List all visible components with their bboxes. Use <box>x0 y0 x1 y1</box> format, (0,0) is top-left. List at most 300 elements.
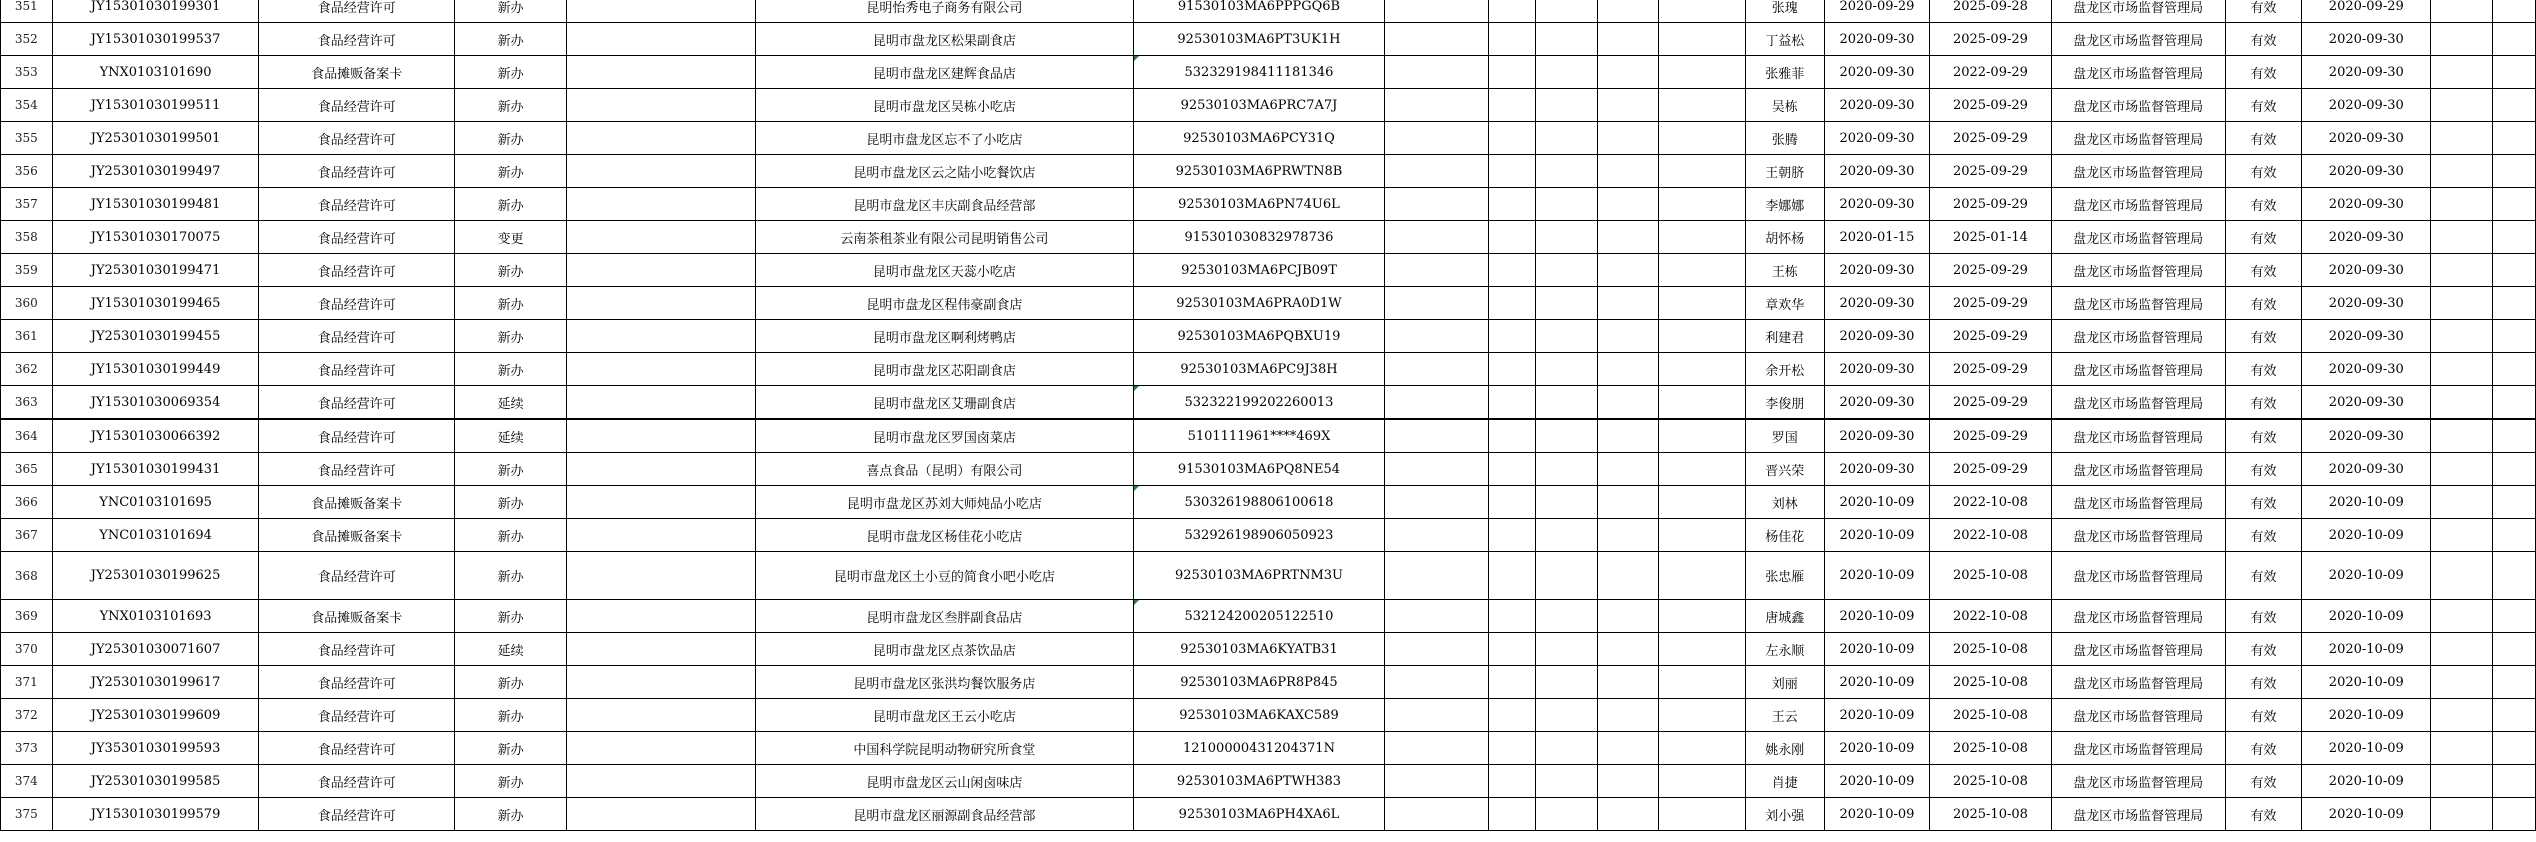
cell-empty[interactable] <box>1597 798 1659 831</box>
cell-expire-date[interactable]: 2025-10-08 <box>1930 699 2051 732</box>
cell-empty[interactable] <box>1488 23 1535 56</box>
cell-legal-person[interactable]: 姚永刚 <box>1745 732 1824 765</box>
cell-empty[interactable] <box>567 155 756 188</box>
cell-action[interactable]: 新办 <box>454 23 566 56</box>
cell-empty[interactable] <box>567 765 756 798</box>
cell-empty[interactable] <box>1535 56 1597 89</box>
cell-status[interactable]: 有效 <box>2225 633 2301 666</box>
cell-index[interactable]: 370 <box>1 633 53 666</box>
cell-index[interactable]: 351 <box>1 0 53 23</box>
cell-empty[interactable] <box>1535 122 1597 155</box>
cell-empty[interactable] <box>1535 798 1597 831</box>
cell-index[interactable]: 355 <box>1 122 53 155</box>
cell-empty[interactable] <box>2493 287 2536 320</box>
cell-empty[interactable] <box>1385 386 1488 420</box>
cell-empty[interactable] <box>1659 155 1746 188</box>
cell-status[interactable]: 有效 <box>2225 519 2301 552</box>
cell-empty[interactable] <box>1385 89 1488 122</box>
cell-action[interactable]: 新办 <box>454 254 566 287</box>
cell-action[interactable]: 新办 <box>454 453 566 486</box>
cell-business-name[interactable]: 昆明市盘龙区忘不了小吃店 <box>756 122 1134 155</box>
cell-empty[interactable] <box>1535 419 1597 453</box>
cell-empty[interactable] <box>2431 221 2493 254</box>
cell-empty[interactable] <box>1535 519 1597 552</box>
cell-empty[interactable] <box>1385 0 1488 23</box>
cell-legal-person[interactable]: 张忠雁 <box>1745 552 1824 600</box>
cell-credit-code[interactable]: 530326198806100618 <box>1133 486 1385 519</box>
cell-empty[interactable] <box>1385 188 1488 221</box>
cell-legal-person[interactable]: 章欢华 <box>1745 287 1824 320</box>
cell-publish-date[interactable]: 2020-10-09 <box>2302 486 2431 519</box>
cell-empty[interactable] <box>1535 552 1597 600</box>
cell-issue-date[interactable]: 2020-09-29 <box>1824 0 1930 23</box>
cell-business-name[interactable]: 昆明市盘龙区啊利烤鸭店 <box>756 320 1134 353</box>
cell-empty[interactable] <box>567 89 756 122</box>
cell-authority[interactable]: 盘龙区市场监督管理局 <box>2051 519 2225 552</box>
cell-publish-date[interactable]: 2020-10-09 <box>2302 600 2431 633</box>
cell-authority[interactable]: 盘龙区市场监督管理局 <box>2051 56 2225 89</box>
cell-authority[interactable]: 盘龙区市场监督管理局 <box>2051 419 2225 453</box>
cell-license-number[interactable]: JY25301030199585 <box>52 765 259 798</box>
cell-credit-code[interactable]: 92530103MA6PRC7A7J <box>1133 89 1385 122</box>
cell-authority[interactable]: 盘龙区市场监督管理局 <box>2051 765 2225 798</box>
cell-empty[interactable] <box>1385 122 1488 155</box>
cell-action[interactable]: 新办 <box>454 552 566 600</box>
cell-empty[interactable] <box>1597 453 1659 486</box>
cell-legal-person[interactable]: 丁益松 <box>1745 23 1824 56</box>
cell-legal-person[interactable]: 唐城鑫 <box>1745 600 1824 633</box>
cell-license-number[interactable]: JY15301030199431 <box>52 453 259 486</box>
cell-empty[interactable] <box>1659 666 1746 699</box>
cell-credit-code[interactable]: 92530103MA6PTWH383 <box>1133 765 1385 798</box>
cell-empty[interactable] <box>1535 486 1597 519</box>
cell-license-type[interactable]: 食品经营许可 <box>259 453 455 486</box>
cell-license-type[interactable]: 食品经营许可 <box>259 89 455 122</box>
cell-business-name[interactable]: 昆明市盘龙区苏刘大师炖品小吃店 <box>756 486 1134 519</box>
cell-empty[interactable] <box>2493 765 2536 798</box>
cell-publish-date[interactable]: 2020-10-09 <box>2302 552 2431 600</box>
cell-legal-person[interactable]: 刘林 <box>1745 486 1824 519</box>
cell-publish-date[interactable]: 2020-09-30 <box>2302 188 2431 221</box>
cell-license-number[interactable]: YNX0103101690 <box>52 56 259 89</box>
cell-issue-date[interactable]: 2020-10-09 <box>1824 552 1930 600</box>
cell-publish-date[interactable]: 2020-09-30 <box>2302 56 2431 89</box>
cell-empty[interactable] <box>1385 666 1488 699</box>
cell-license-type[interactable]: 食品经营许可 <box>259 798 455 831</box>
cell-empty[interactable] <box>567 386 756 420</box>
cell-empty[interactable] <box>1535 221 1597 254</box>
cell-status[interactable]: 有效 <box>2225 600 2301 633</box>
cell-empty[interactable] <box>1597 519 1659 552</box>
cell-empty[interactable] <box>2431 699 2493 732</box>
cell-legal-person[interactable]: 张腾 <box>1745 122 1824 155</box>
cell-empty[interactable] <box>1535 254 1597 287</box>
cell-authority[interactable]: 盘龙区市场监督管理局 <box>2051 89 2225 122</box>
cell-empty[interactable] <box>1659 0 1746 23</box>
cell-legal-person[interactable]: 王朝脐 <box>1745 155 1824 188</box>
cell-empty[interactable] <box>1535 320 1597 353</box>
cell-status[interactable]: 有效 <box>2225 419 2301 453</box>
cell-publish-date[interactable]: 2020-10-09 <box>2302 798 2431 831</box>
cell-empty[interactable] <box>1535 353 1597 386</box>
cell-credit-code[interactable]: 92530103MA6PN74U6L <box>1133 188 1385 221</box>
cell-issue-date[interactable]: 2020-09-30 <box>1824 320 1930 353</box>
cell-license-number[interactable]: YNC0103101694 <box>52 519 259 552</box>
cell-empty[interactable] <box>2493 519 2536 552</box>
cell-empty[interactable] <box>567 56 756 89</box>
cell-empty[interactable] <box>1488 453 1535 486</box>
cell-business-name[interactable]: 昆明市盘龙区天蕊小吃店 <box>756 254 1134 287</box>
cell-empty[interactable] <box>1659 453 1746 486</box>
cell-empty[interactable] <box>1659 552 1746 600</box>
cell-legal-person[interactable]: 左永顺 <box>1745 633 1824 666</box>
cell-status[interactable]: 有效 <box>2225 287 2301 320</box>
cell-empty[interactable] <box>1385 56 1488 89</box>
cell-license-type[interactable]: 食品经营许可 <box>259 386 455 420</box>
cell-empty[interactable] <box>2431 188 2493 221</box>
cell-status[interactable]: 有效 <box>2225 353 2301 386</box>
cell-legal-person[interactable]: 刘丽 <box>1745 666 1824 699</box>
cell-empty[interactable] <box>1597 287 1659 320</box>
cell-empty[interactable] <box>1488 122 1535 155</box>
cell-empty[interactable] <box>2493 486 2536 519</box>
cell-action[interactable]: 新办 <box>454 486 566 519</box>
cell-status[interactable]: 有效 <box>2225 221 2301 254</box>
cell-credit-code[interactable]: 92530103MA6PCJB09T <box>1133 254 1385 287</box>
cell-empty[interactable] <box>1659 254 1746 287</box>
cell-empty[interactable] <box>1535 386 1597 420</box>
cell-empty[interactable] <box>1385 419 1488 453</box>
cell-authority[interactable]: 盘龙区市场监督管理局 <box>2051 320 2225 353</box>
cell-publish-date[interactable]: 2020-09-30 <box>2302 353 2431 386</box>
cell-empty[interactable] <box>1659 732 1746 765</box>
cell-empty[interactable] <box>1488 89 1535 122</box>
cell-authority[interactable]: 盘龙区市场监督管理局 <box>2051 552 2225 600</box>
cell-authority[interactable]: 盘龙区市场监督管理局 <box>2051 453 2225 486</box>
cell-empty[interactable] <box>2493 453 2536 486</box>
cell-business-name[interactable]: 昆明市盘龙区吴栋小吃店 <box>756 89 1134 122</box>
cell-expire-date[interactable]: 2022-09-29 <box>1930 56 2051 89</box>
cell-legal-person[interactable]: 利建君 <box>1745 320 1824 353</box>
cell-license-type[interactable]: 食品经营许可 <box>259 23 455 56</box>
cell-status[interactable]: 有效 <box>2225 453 2301 486</box>
cell-credit-code[interactable]: 92530103MA6PR8P845 <box>1133 666 1385 699</box>
cell-empty[interactable] <box>1535 155 1597 188</box>
cell-expire-date[interactable]: 2025-09-29 <box>1930 386 2051 420</box>
cell-license-type[interactable]: 食品摊贩备案卡 <box>259 486 455 519</box>
cell-license-number[interactable]: JY15301030199481 <box>52 188 259 221</box>
cell-license-number[interactable]: JY15301030199537 <box>52 23 259 56</box>
cell-empty[interactable] <box>2431 765 2493 798</box>
cell-empty[interactable] <box>1535 666 1597 699</box>
cell-empty[interactable] <box>2493 353 2536 386</box>
cell-issue-date[interactable]: 2020-09-30 <box>1824 353 1930 386</box>
cell-credit-code[interactable]: 92530103MA6PRWTN8B <box>1133 155 1385 188</box>
cell-expire-date[interactable]: 2022-10-08 <box>1930 519 2051 552</box>
cell-empty[interactable] <box>1659 633 1746 666</box>
cell-empty[interactable] <box>567 188 756 221</box>
cell-empty[interactable] <box>1535 765 1597 798</box>
cell-status[interactable]: 有效 <box>2225 155 2301 188</box>
cell-expire-date[interactable]: 2025-09-29 <box>1930 320 2051 353</box>
cell-empty[interactable] <box>1597 600 1659 633</box>
cell-empty[interactable] <box>1385 23 1488 56</box>
cell-expire-date[interactable]: 2025-09-29 <box>1930 122 2051 155</box>
cell-issue-date[interactable]: 2020-09-30 <box>1824 89 1930 122</box>
cell-license-number[interactable]: JY35301030199593 <box>52 732 259 765</box>
cell-action[interactable]: 新办 <box>454 320 566 353</box>
cell-empty[interactable] <box>1385 486 1488 519</box>
cell-business-name[interactable]: 昆明市盘龙区张洪均餐饮服务店 <box>756 666 1134 699</box>
cell-publish-date[interactable]: 2020-09-30 <box>2302 254 2431 287</box>
cell-empty[interactable] <box>1488 765 1535 798</box>
cell-empty[interactable] <box>2431 419 2493 453</box>
cell-issue-date[interactable]: 2020-10-09 <box>1824 699 1930 732</box>
cell-license-type[interactable]: 食品经营许可 <box>259 732 455 765</box>
cell-status[interactable]: 有效 <box>2225 89 2301 122</box>
cell-empty[interactable] <box>2493 89 2536 122</box>
cell-expire-date[interactable]: 2025-01-14 <box>1930 221 2051 254</box>
cell-business-name[interactable]: 昆明市盘龙区叁胖副食品店 <box>756 600 1134 633</box>
cell-empty[interactable] <box>2493 254 2536 287</box>
cell-action[interactable]: 延续 <box>454 386 566 420</box>
cell-legal-person[interactable]: 胡怀杨 <box>1745 221 1824 254</box>
cell-status[interactable]: 有效 <box>2225 732 2301 765</box>
cell-index[interactable]: 356 <box>1 155 53 188</box>
cell-credit-code[interactable]: 91530103MA6PQ8NE54 <box>1133 453 1385 486</box>
cell-publish-date[interactable]: 2020-09-30 <box>2302 122 2431 155</box>
cell-publish-date[interactable]: 2020-09-30 <box>2302 221 2431 254</box>
cell-action[interactable]: 新办 <box>454 732 566 765</box>
cell-empty[interactable] <box>1597 188 1659 221</box>
cell-license-number[interactable]: JY25301030199625 <box>52 552 259 600</box>
cell-issue-date[interactable]: 2020-10-09 <box>1824 486 1930 519</box>
cell-credit-code[interactable]: 92530103MA6PT3UK1H <box>1133 23 1385 56</box>
cell-empty[interactable] <box>567 732 756 765</box>
cell-index[interactable]: 362 <box>1 353 53 386</box>
cell-empty[interactable] <box>1659 287 1746 320</box>
cell-issue-date[interactable]: 2020-10-09 <box>1824 633 1930 666</box>
cell-index[interactable]: 372 <box>1 699 53 732</box>
cell-index[interactable]: 367 <box>1 519 53 552</box>
cell-empty[interactable] <box>2431 23 2493 56</box>
cell-issue-date[interactable]: 2020-09-30 <box>1824 122 1930 155</box>
cell-index[interactable]: 359 <box>1 254 53 287</box>
cell-business-name[interactable]: 昆明市盘龙区杨佳花小吃店 <box>756 519 1134 552</box>
cell-empty[interactable] <box>2431 386 2493 420</box>
cell-credit-code[interactable]: 92530103MA6PRTNM3U <box>1133 552 1385 600</box>
cell-expire-date[interactable]: 2025-10-08 <box>1930 552 2051 600</box>
cell-empty[interactable] <box>1385 765 1488 798</box>
cell-business-name[interactable]: 昆明市盘龙区点茶饮品店 <box>756 633 1134 666</box>
cell-empty[interactable] <box>2493 699 2536 732</box>
cell-empty[interactable] <box>1597 699 1659 732</box>
cell-empty[interactable] <box>567 254 756 287</box>
cell-credit-code[interactable]: 92530103MA6PRA0D1W <box>1133 287 1385 320</box>
cell-empty[interactable] <box>2493 188 2536 221</box>
cell-empty[interactable] <box>2431 89 2493 122</box>
cell-empty[interactable] <box>2431 519 2493 552</box>
cell-action[interactable]: 新办 <box>454 287 566 320</box>
cell-empty[interactable] <box>1597 386 1659 420</box>
cell-empty[interactable] <box>567 353 756 386</box>
cell-authority[interactable]: 盘龙区市场监督管理局 <box>2051 254 2225 287</box>
cell-empty[interactable] <box>1535 89 1597 122</box>
cell-empty[interactable] <box>1535 699 1597 732</box>
cell-issue-date[interactable]: 2020-10-09 <box>1824 798 1930 831</box>
cell-status[interactable]: 有效 <box>2225 552 2301 600</box>
cell-empty[interactable] <box>2493 552 2536 600</box>
cell-license-number[interactable]: JY25301030199501 <box>52 122 259 155</box>
cell-license-number[interactable]: JY15301030199511 <box>52 89 259 122</box>
cell-empty[interactable] <box>1597 0 1659 23</box>
cell-business-name[interactable]: 昆明市盘龙区罗国卤菜店 <box>756 419 1134 453</box>
cell-empty[interactable] <box>1659 386 1746 420</box>
cell-credit-code[interactable]: 92530103MA6PH4XA6L <box>1133 798 1385 831</box>
cell-authority[interactable]: 盘龙区市场监督管理局 <box>2051 732 2225 765</box>
cell-business-name[interactable]: 昆明市盘龙区云山闲卤味店 <box>756 765 1134 798</box>
cell-empty[interactable] <box>1488 552 1535 600</box>
cell-action[interactable]: 新办 <box>454 56 566 89</box>
cell-index[interactable]: 360 <box>1 287 53 320</box>
cell-license-type[interactable]: 食品摊贩备案卡 <box>259 519 455 552</box>
cell-business-name[interactable]: 昆明怡秀电子商务有限公司 <box>756 0 1134 23</box>
cell-index[interactable]: 375 <box>1 798 53 831</box>
cell-empty[interactable] <box>1535 600 1597 633</box>
cell-empty[interactable] <box>2431 552 2493 600</box>
cell-authority[interactable]: 盘龙区市场监督管理局 <box>2051 699 2225 732</box>
cell-empty[interactable] <box>1659 765 1746 798</box>
cell-action[interactable]: 新办 <box>454 0 566 23</box>
cell-empty[interactable] <box>2431 486 2493 519</box>
cell-empty[interactable] <box>1659 188 1746 221</box>
cell-empty[interactable] <box>1385 320 1488 353</box>
cell-legal-person[interactable]: 晋兴荣 <box>1745 453 1824 486</box>
cell-license-number[interactable]: JY15301030199579 <box>52 798 259 831</box>
cell-license-number[interactable]: YNC0103101695 <box>52 486 259 519</box>
cell-license-number[interactable]: JY15301030069354 <box>52 386 259 420</box>
cell-empty[interactable] <box>2493 419 2536 453</box>
cell-expire-date[interactable]: 2025-09-29 <box>1930 89 2051 122</box>
cell-license-type[interactable]: 食品经营许可 <box>259 122 455 155</box>
cell-credit-code[interactable]: 532322199202260013 <box>1133 386 1385 420</box>
cell-empty[interactable] <box>1488 633 1535 666</box>
cell-business-name[interactable]: 昆明市盘龙区丰庆副食品经营部 <box>756 188 1134 221</box>
cell-issue-date[interactable]: 2020-09-30 <box>1824 188 1930 221</box>
cell-expire-date[interactable]: 2025-09-29 <box>1930 353 2051 386</box>
cell-legal-person[interactable]: 吴栋 <box>1745 89 1824 122</box>
cell-issue-date[interactable]: 2020-10-09 <box>1824 732 1930 765</box>
cell-publish-date[interactable]: 2020-09-30 <box>2302 89 2431 122</box>
cell-index[interactable]: 361 <box>1 320 53 353</box>
cell-empty[interactable] <box>2431 122 2493 155</box>
cell-authority[interactable]: 盘龙区市场监督管理局 <box>2051 486 2225 519</box>
cell-action[interactable]: 变更 <box>454 221 566 254</box>
cell-status[interactable]: 有效 <box>2225 666 2301 699</box>
cell-empty[interactable] <box>1385 732 1488 765</box>
cell-license-number[interactable]: JY15301030199301 <box>52 0 259 23</box>
cell-index[interactable]: 371 <box>1 666 53 699</box>
cell-empty[interactable] <box>567 552 756 600</box>
cell-credit-code[interactable]: 92530103MA6KYATB31 <box>1133 633 1385 666</box>
cell-empty[interactable] <box>2493 221 2536 254</box>
cell-publish-date[interactable]: 2020-10-09 <box>2302 666 2431 699</box>
cell-authority[interactable]: 盘龙区市场监督管理局 <box>2051 287 2225 320</box>
cell-empty[interactable] <box>1488 221 1535 254</box>
cell-empty[interactable] <box>2431 600 2493 633</box>
cell-empty[interactable] <box>1488 320 1535 353</box>
cell-empty[interactable] <box>1659 23 1746 56</box>
cell-status[interactable]: 有效 <box>2225 386 2301 420</box>
cell-expire-date[interactable]: 2025-09-29 <box>1930 453 2051 486</box>
cell-empty[interactable] <box>1488 600 1535 633</box>
cell-empty[interactable] <box>1597 486 1659 519</box>
cell-status[interactable]: 有效 <box>2225 486 2301 519</box>
cell-empty[interactable] <box>1385 155 1488 188</box>
cell-issue-date[interactable]: 2020-09-30 <box>1824 453 1930 486</box>
cell-empty[interactable] <box>2493 666 2536 699</box>
cell-empty[interactable] <box>2493 633 2536 666</box>
cell-empty[interactable] <box>567 122 756 155</box>
cell-empty[interactable] <box>1385 353 1488 386</box>
cell-credit-code[interactable]: 92530103MA6PC9J38H <box>1133 353 1385 386</box>
cell-license-type[interactable]: 食品经营许可 <box>259 155 455 188</box>
cell-empty[interactable] <box>567 221 756 254</box>
cell-license-type[interactable]: 食品摊贩备案卡 <box>259 56 455 89</box>
cell-index[interactable]: 374 <box>1 765 53 798</box>
cell-status[interactable]: 有效 <box>2225 798 2301 831</box>
cell-issue-date[interactable]: 2020-09-30 <box>1824 287 1930 320</box>
cell-empty[interactable] <box>1597 254 1659 287</box>
cell-license-number[interactable]: JY25301030199471 <box>52 254 259 287</box>
cell-legal-person[interactable]: 张瑰 <box>1745 0 1824 23</box>
cell-empty[interactable] <box>2493 600 2536 633</box>
cell-publish-date[interactable]: 2020-09-30 <box>2302 386 2431 420</box>
cell-issue-date[interactable]: 2020-10-09 <box>1824 666 1930 699</box>
cell-authority[interactable]: 盘龙区市场监督管理局 <box>2051 122 2225 155</box>
cell-expire-date[interactable]: 2025-09-29 <box>1930 23 2051 56</box>
cell-empty[interactable] <box>1535 633 1597 666</box>
cell-empty[interactable] <box>1488 254 1535 287</box>
cell-empty[interactable] <box>1488 287 1535 320</box>
cell-empty[interactable] <box>1597 353 1659 386</box>
cell-empty[interactable] <box>1488 155 1535 188</box>
cell-issue-date[interactable]: 2020-10-09 <box>1824 519 1930 552</box>
cell-empty[interactable] <box>1597 552 1659 600</box>
cell-empty[interactable] <box>1535 287 1597 320</box>
cell-empty[interactable] <box>1385 519 1488 552</box>
cell-empty[interactable] <box>1535 453 1597 486</box>
cell-publish-date[interactable]: 2020-09-30 <box>2302 320 2431 353</box>
cell-authority[interactable]: 盘龙区市场监督管理局 <box>2051 23 2225 56</box>
cell-status[interactable]: 有效 <box>2225 188 2301 221</box>
cell-empty[interactable] <box>2431 155 2493 188</box>
cell-empty[interactable] <box>1597 56 1659 89</box>
cell-empty[interactable] <box>1488 519 1535 552</box>
cell-license-type[interactable]: 食品经营许可 <box>259 353 455 386</box>
cell-empty[interactable] <box>567 519 756 552</box>
cell-index[interactable]: 366 <box>1 486 53 519</box>
cell-empty[interactable] <box>1659 519 1746 552</box>
cell-expire-date[interactable]: 2025-09-29 <box>1930 188 2051 221</box>
cell-license-number[interactable]: JY15301030066392 <box>52 419 259 453</box>
cell-empty[interactable] <box>567 666 756 699</box>
cell-empty[interactable] <box>1659 221 1746 254</box>
cell-empty[interactable] <box>2431 633 2493 666</box>
cell-publish-date[interactable]: 2020-09-30 <box>2302 23 2431 56</box>
cell-empty[interactable] <box>1535 23 1597 56</box>
cell-action[interactable]: 新办 <box>454 89 566 122</box>
